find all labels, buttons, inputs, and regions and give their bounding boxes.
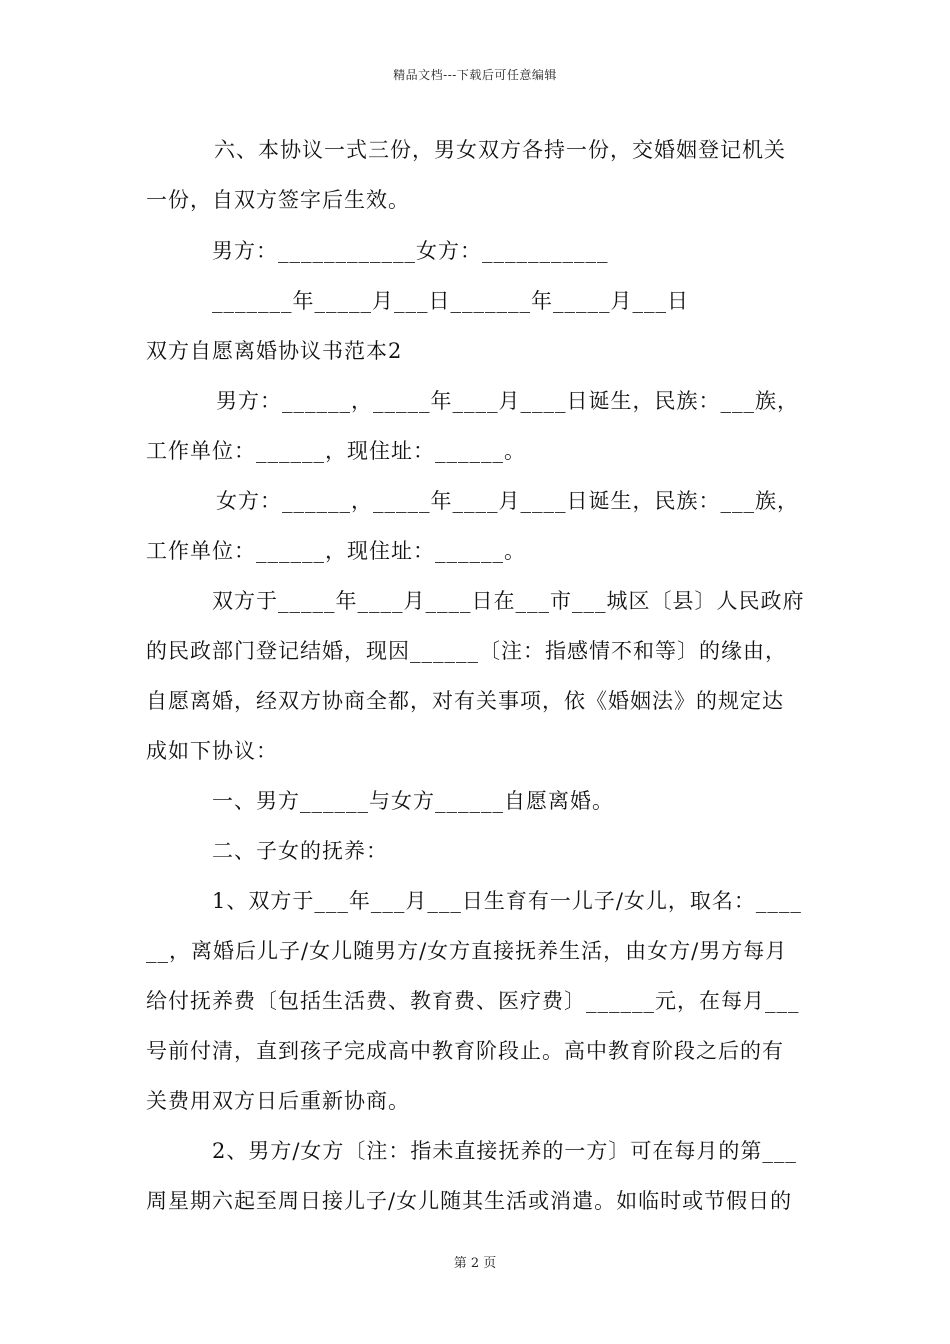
paragraph-line: 成如下协议： — [146, 739, 278, 763]
paragraph-line: 关费用双方日后重新协商。 — [146, 1089, 410, 1113]
paragraph-line: 一、男方______与女方______自愿离婚。 — [212, 789, 614, 813]
paragraph-line: 男方：______，_____年____月____日诞生，民族：___族， — [216, 389, 799, 413]
paragraph-line: 1、双方于___年___月___日生育有一儿子/女儿，取名：____ — [212, 889, 802, 913]
paragraph-line: 二、子女的抚养： — [212, 839, 388, 863]
paragraph-line: 六、本协议一式三份，男女双方各持一份，交婚姻登记机关 — [214, 138, 786, 162]
paragraph-line: 2、男方/女方〔注：指未直接抚养的一方〕可在每月的第___ — [212, 1139, 797, 1163]
paragraph-line: 号前付清，直到孩子完成高中教育阶段止。高中教育阶段之后的有 — [146, 1039, 784, 1063]
page-header: 精品文档---下载后可任意编辑 — [393, 68, 557, 82]
paragraph-line: 的民政部门登记结婚，现因______〔注：指感情不和等〕的缘由， — [146, 639, 787, 663]
paragraph-line: 自愿离婚，经双方协商全都，对有关事项，依《婚姻法》的规定达 — [146, 689, 784, 713]
paragraph-line: 周星期六起至周日接儿子/女儿随其生活或消遣。如临时或节假日的 — [146, 1189, 793, 1213]
signature-line: 男方：____________女方：___________ — [212, 239, 609, 263]
paragraph-line: 双方于_____年____月____日在___市___城区〔县〕人民政府 — [212, 589, 805, 613]
section-title: 双方自愿离婚协议书范本2 — [146, 339, 403, 363]
paragraph-line: 工作单位：______，现住址：______。 — [146, 539, 526, 563]
paragraph-line: 一份，自双方签字后生效。 — [146, 188, 410, 212]
date-line: _______年_____月___日_______年_____月___日 — [212, 289, 689, 313]
paragraph-line: __，离婚后儿子/女儿随男方/女方直接抚养生活，由女方/男方每月 — [146, 939, 788, 963]
page-number: 第 2 页 — [453, 1256, 497, 1271]
paragraph-line: 工作单位：______，现住址：______。 — [146, 439, 526, 463]
paragraph-line: 女方：______，_____年____月____日诞生，民族：___族， — [216, 489, 799, 513]
paragraph-line: 给付抚养费〔包括生活费、教育费、医疗费〕______元，在每月___ — [146, 989, 800, 1013]
